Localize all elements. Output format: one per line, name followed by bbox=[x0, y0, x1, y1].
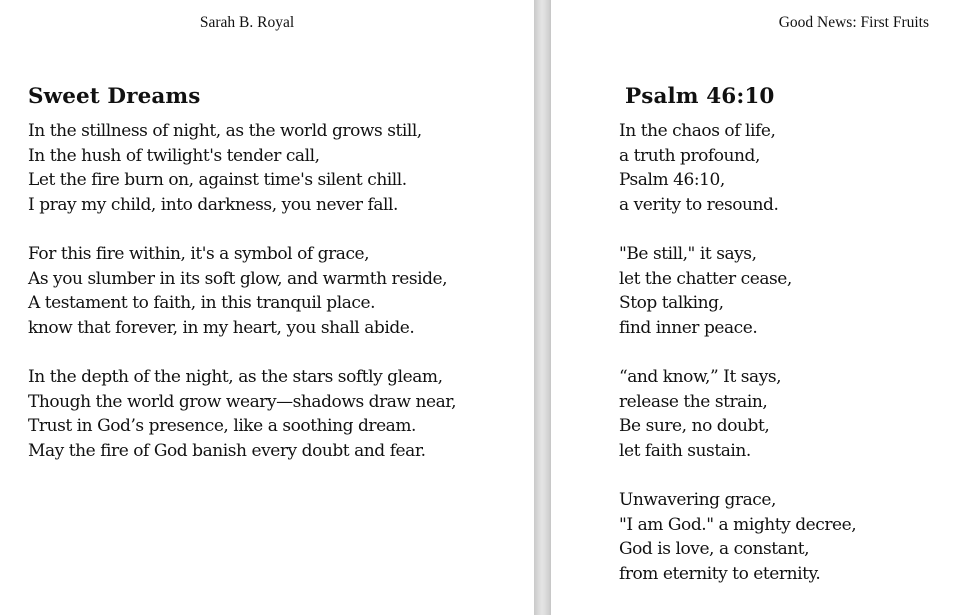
poem-line: In the stillness of night, as the world grows still, bbox=[28, 121, 422, 141]
running-head-author: Sarah B. Royal bbox=[199, 14, 295, 31]
poem-line: let the chatter cease, bbox=[619, 268, 792, 289]
poem-line: from eternity to eternity. bbox=[619, 563, 821, 584]
poem-line: “and know,” It says, bbox=[619, 366, 782, 387]
stanza bbox=[619, 365, 856, 463]
poem-line: Let the fire burn on, against time's silent chill. bbox=[28, 170, 407, 191]
stanza bbox=[619, 242, 856, 340]
poem-line: Be sure, no doubt, bbox=[619, 416, 770, 437]
poem-line: know that forever, in my heart, you shall abide. bbox=[28, 317, 415, 338]
poem-line: I pray my child, into darkness, you never fall. bbox=[28, 194, 398, 215]
poem-line: May the fire of God banish every doubt and fear. bbox=[28, 440, 426, 461]
right-page bbox=[551, 0, 962, 615]
poem-line: a verity to resound. bbox=[619, 194, 779, 215]
stanza bbox=[28, 365, 456, 463]
stanza bbox=[28, 242, 456, 340]
stanza bbox=[619, 119, 856, 217]
poem-line: release the strain, bbox=[619, 391, 768, 412]
poem-line: a truth profound, bbox=[619, 145, 760, 166]
poem-line: God is love, a constant, bbox=[619, 539, 810, 560]
poem-line: In the chaos of life, bbox=[619, 121, 776, 141]
stanza bbox=[28, 119, 456, 217]
poem-line: A testament to faith, in this tranquil place. bbox=[28, 293, 376, 314]
poem-line: Though the world grow weary—shadows draw near, bbox=[28, 391, 457, 412]
poem-title: Sweet Dreams bbox=[28, 84, 201, 109]
poem-line: Stop talking, bbox=[619, 293, 724, 314]
book-spine-divider bbox=[534, 0, 551, 615]
poem-body bbox=[619, 119, 856, 611]
poem-title: Psalm 46:10 bbox=[625, 84, 775, 109]
poem-line: For this fire within, it's a symbol of grace, bbox=[28, 243, 370, 264]
poem-line: let faith sustain. bbox=[619, 440, 751, 461]
poem-body bbox=[28, 119, 456, 488]
poem-line: In the depth of the night, as the stars softly gleam, bbox=[28, 366, 443, 387]
poem-line: In the hush of twilight's tender call, bbox=[28, 145, 320, 166]
running-head-book-title: Good News: First Fruits bbox=[778, 14, 929, 31]
poem-line: "I am God." a mighty decree, bbox=[619, 514, 857, 535]
poem-line: Unwavering grace, bbox=[619, 489, 776, 510]
poem-line: As you slumber in its soft glow, and warmth reside, bbox=[28, 268, 448, 289]
poem-line: "Be still," it says, bbox=[619, 243, 757, 264]
stanza bbox=[619, 488, 856, 586]
poem-line: Trust in God’s presence, like a soothing dream. bbox=[28, 416, 416, 437]
poem-line: find inner peace. bbox=[619, 317, 758, 338]
poem-line: Psalm 46:10, bbox=[619, 170, 725, 191]
